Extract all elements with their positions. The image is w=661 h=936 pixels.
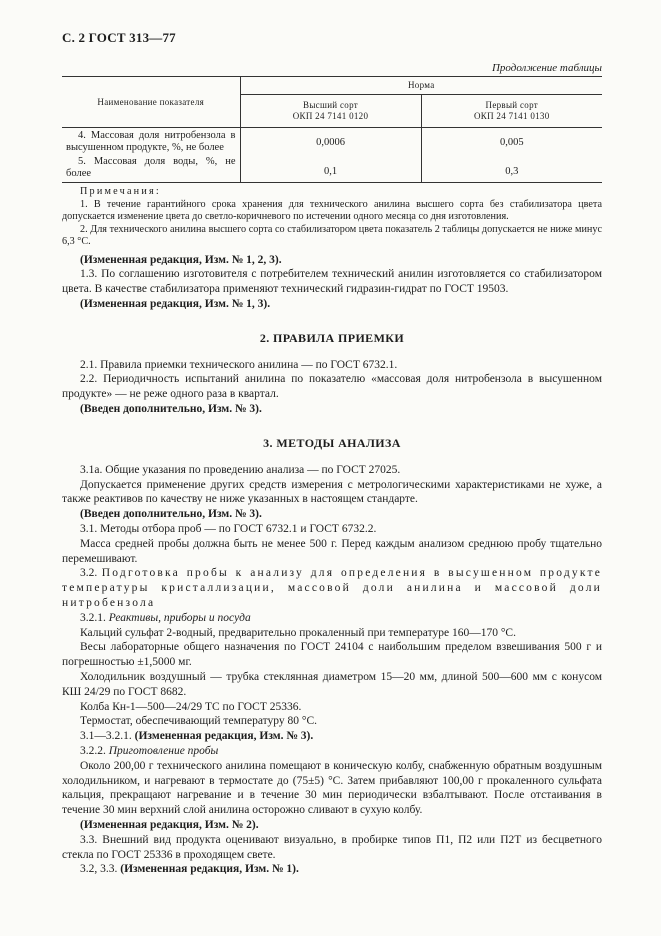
table-row <box>62 154 602 183</box>
clause-number: 3.2, 3.3. <box>80 863 118 876</box>
row-name: 4. Массовая доля нитробензола в высушенном продукте, %, не более <box>62 128 240 155</box>
amendment-note: (Измененная редакция, Изм. № 3). <box>134 730 314 743</box>
paragraph-3-1a: 3.1а. Общие указания по проведению анализа — по ГОСТ 27025. <box>80 463 401 476</box>
amendment-note: (Измененная редакция, Изм. № 2). <box>80 819 259 831</box>
note-1: 1. В течение гарантийного срока хранения для технического анилина высшего сорта без стабилизатора цвета допускается изменение цвета до светло-коричневого по истечении одного месяца со дня изготовления. <box>62 198 602 222</box>
grade1-code: ОКП 24 7141 0120 <box>292 111 369 121</box>
paragraph-thermostat: Термостат, обеспечивающий температуру 80 °С. <box>80 715 318 728</box>
grade1-label: Высший сорт <box>303 100 358 110</box>
notes-title: Примечания: <box>80 186 161 197</box>
page-header: С. 2 ГОСТ 313—77 <box>62 30 176 45</box>
amendment-note: (Измененная редакция, Изм. № 1, 2, 3). <box>80 253 282 266</box>
col-header-grade1 <box>240 95 421 128</box>
clause-number: 3.2.2. <box>80 745 106 758</box>
amendment-note: (Введен дополнительно, Изм. № 3). <box>80 403 262 416</box>
row-value-grade1: 0,1 <box>240 154 421 183</box>
clause-title-italic: Реактивы, приборы и посуда <box>108 611 251 624</box>
paragraph-3-2-2 <box>62 744 602 759</box>
paragraph-air-cooler: Холодильник воздушный — трубка стеклянная диаметром 15—20 мм, длиной 500—600 мм с конусом КШ 24/29 по ГОСТ 8682. <box>62 671 602 698</box>
grade2-code: ОКП 24 7141 0130 <box>473 111 550 121</box>
clause-number: 3.2. <box>80 567 98 580</box>
paragraph-1-3: 1.3. По соглашению изготовителя с потребителем технический анилин изготовляется со стабилизатором цвета. В качестве стабилизатора применяют технический гидразин-гидрат по ГОСТ 19503. <box>62 268 602 296</box>
paragraph-3-2 <box>62 566 602 610</box>
paragraph-2-2: 2.2. Периодичность испытаний анилина по показателю «массовая доля нитробензола в высушенном продукте» — не реже одного раза в квартал. <box>62 373 602 401</box>
clause-title-spaced: Подготовка пробы к анализу для определения в высушенном продукте температуры кристаллизации, массовой доли анилина и массовой доли нитробензола <box>62 567 603 610</box>
paragraph-sample-preparation: Около 200,00 г технического анилина помещают в коническую колбу, снабженную обратным воздушным холодильником, и нагревают в термостате до (75±5) °С. Затем прибавляют 100,00 г прокаленного сульфата кальция, прекращают нагревание и в течение 30 мин периодически взбалтывают. После отстаивания в течение 30 мин верхний слой анилина осторожно сливают в сухую колбу. <box>62 759 602 817</box>
clause-number: 3.2.1. <box>80 611 106 624</box>
paragraph-flask: Колба Кн-1—500—24/29 ТС по ГОСТ 25336. <box>80 700 302 713</box>
norms-table <box>62 76 602 183</box>
page <box>62 30 602 877</box>
paragraph-3-2-3-3 <box>62 862 602 877</box>
paragraph-2-1: 2.1. Правила приемки технического анилина — по ГОСТ 6732.1. <box>80 358 398 371</box>
row-value-grade2: 0,005 <box>499 137 524 148</box>
section-3-title: 3. МЕТОДЫ АНАЛИЗА <box>263 435 401 450</box>
paragraph-3-3: 3.3. Внешний вид продукта оценивают визуально, в пробирке типов П1, П2 или П2Т из бесцветного стекла по ГОСТ 25336 в проходящем свете. <box>62 833 602 861</box>
paragraph-scales: Весы лабораторные общего назначения по ГОСТ 24104 с наибольшим пределом взвешивания 500 г и погрешностью ±1,5000 мг. <box>62 641 602 669</box>
paragraph-3-1-3-2-1 <box>62 729 602 744</box>
clause-title-italic: Приготовление пробы <box>108 745 219 758</box>
col-header-norm: Норма <box>240 77 602 95</box>
clause-number: 3.1—3.2.1. <box>80 730 132 743</box>
paragraph-3-1: 3.1. Методы отбора проб — по ГОСТ 6732.1 и ГОСТ 6732.2. <box>80 523 377 536</box>
amendment-note: (Измененная редакция, Изм. № 1). <box>120 863 299 876</box>
paragraph-sample-mass: Масса средней пробы должна быть не менее 500 г. Перед каждым анализом среднюю пробу тщательно перемешивают. <box>62 537 602 565</box>
paragraph-calcium-sulfate: Кальций сульфат 2-водный, предварительно прокаленный при температуре 160—170 °С. <box>80 626 516 639</box>
amendment-note: (Измененная редакция, Изм. № 1, 3). <box>80 297 271 310</box>
col-header-name: Наименование показателя <box>62 77 240 128</box>
table-continuation-label: Продолжение таблицы <box>491 62 602 74</box>
row-value-grade2: 0,3 <box>421 154 602 183</box>
row-value-grade1: 0,0006 <box>240 128 421 155</box>
section-2-title: 2. ПРАВИЛА ПРИЕМКИ <box>259 330 405 345</box>
paragraph-3-2-1 <box>62 611 602 626</box>
row-name: 5. Массовая доля воды, %, не более <box>62 154 240 183</box>
amendment-note: (Введен дополнительно, Изм. № 3). <box>80 508 262 521</box>
col-header-grade2 <box>421 95 602 128</box>
grade2-label: Первый сорт <box>485 100 538 110</box>
table-row <box>62 128 602 155</box>
paragraph-allowed: Допускается применение других средств измерения с метрологическими характеристиками не хуже, а также реактивов по качеству не ниже указанных в настоящем стандарте. <box>62 478 602 506</box>
note-2: 2. Для технического анилина высшего сорта со стабилизатором цвета показатель 2 таблицы допускается не ниже минус 6,3 °С. <box>62 223 602 247</box>
